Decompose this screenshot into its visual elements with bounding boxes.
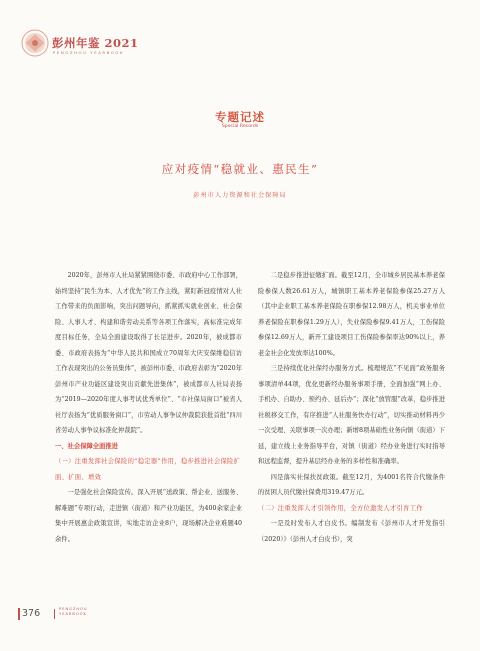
- footer-brand: [59, 607, 88, 617]
- subsection-heading: （一）注重发挥社会保险的“稳定器”作用，稳步推进社会保险扩面、扩面、增效: [55, 458, 241, 481]
- paragraph: 二是稳步推进征缴扩面。截至12月，全市城乡居民基本养老保险参保人数26.61万人，城镇职工基本养老保险参保25.27万人（其中企业职工基本养老保险在职参保12.98万人，机关事业单位养老保险在职参保1.29万人），失业保险参保9.41万人，工伤保险参保12.69万人，新开工建设项目工伤保险参保率达90%以上，养老金社会化发放率达100%。: [258, 272, 445, 357]
- left-column: [55, 268, 242, 547]
- paragraph: 2020年，彭州市人社局紧紧围绕市委、市政府中心工作部署，始终坚持“民生为本、人才优先”的工作主线，紧盯新冠疫情对人社工作带来的负面影响，突出问题导向，抓紧抓实就业创业、社会保险、人事人才、构建和谐劳动关系等各项工作落实，高标准完成年度目标任务，全局全面建设取得了长足进步。2020年，被成都市委、市政府表扬为“中华人民共和国成立70周年大庆安保维稳信访工作表现突出的公务员集体”，被彭州市委、市政府表彰为“2020年彭州市产业功能区建设突出贡献先进集体”，被成都市人社局表扬为“2019—2020年度人事考试优秀单位”、“市社保局窗口”被省人社厅表扬为“优质服务窗口”，市劳动人事争议仲裁院获批首批“四川省劳动人事争议标准化仲裁院”。: [55, 272, 242, 434]
- paragraph: 一是及时发布人才白皮书。编制发布《彭州市人才开发指引（2020）》（彭州人才白皮书），突: [258, 520, 445, 543]
- right-column: [258, 268, 445, 547]
- footer-brand-line1: PENGZHOU: [59, 607, 88, 611]
- article-author: 彭州市人力资源和社会保障局: [193, 192, 287, 199]
- paragraph: 一是强化社会保险宣传。深入开展“送政策、帮企业、送服务、解难题”专项行动，走进镇（街道）和产业功能区，为400余家企业集中开展惠企政策宣讲，实地走访企业8户，现场解决企业难题40余件。: [55, 489, 242, 543]
- section-heading: 一、社会保障全面推进: [55, 442, 118, 450]
- paragraph: 四是落实社保扶贫政策。截至12月，为4001名符合代缴条件的贫困人员代缴社保费用319.47万元。: [258, 473, 445, 496]
- section-title-en: Special Records: [221, 124, 259, 129]
- footer-accent-bar: [18, 608, 20, 620]
- article-title: 应对疫情“稳就业、惠民生”: [161, 162, 319, 176]
- yearbook-logo-icon: [20, 28, 50, 58]
- subsection-heading: （二）注重发挥人才引领作用，全方位激发人才引育工作: [258, 504, 423, 512]
- section-title: 专题记述: [215, 110, 265, 124]
- yearbook-title: 彭州年鉴 2021: [52, 36, 139, 50]
- footer-brand-line2: YEARBOOK: [59, 612, 87, 616]
- paragraph: 三是持续优化社保经办服务方式。梳理规范“不见面”政务服务事项清单44项，优化更新经办服务事项手册，全面加强“网上办、手机办、自助办、预约办、延后办”；深化“放管服”改革，稳步推进社税移交工作，有序推进“人社服务快办行动”，切实推动材料再少一次受理、关联事项一次办理；新增8项基础性业务向镇（街道）下延，建立线上业务指导平台，对镇（街道）经办业务进行实时指导和远程监督，提升基层经办业务的多样性和准确率。: [258, 365, 445, 465]
- footer-divider: [54, 609, 55, 619]
- yearbook-subtitle: PENGZHOU YEARBOOK: [53, 50, 125, 55]
- page-number: 376: [22, 608, 41, 619]
